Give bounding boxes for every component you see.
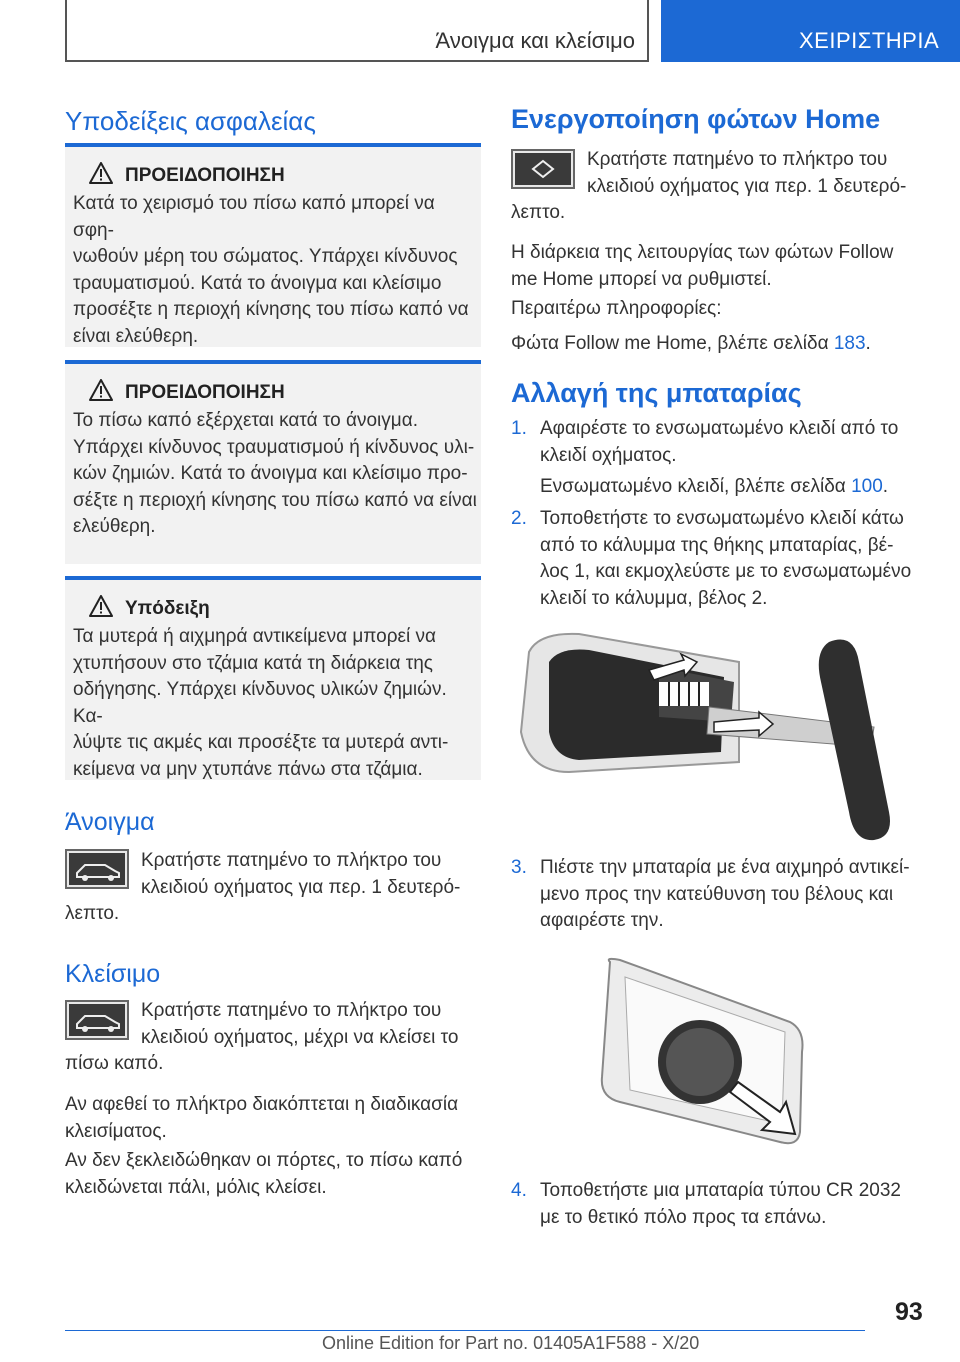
step-text: Τοποθετήστε το ενσωματωμένο κλειδί κάτω από το κάλυμμα της θήκης μπαταρίας, βέ- λος 1, και εκμοχλεύστε με το ενσωματωμένο κλειδί το κάλυμμα, βέλος 2. [540, 508, 912, 609]
home-lights-heading: Ενεργοποίηση φώτων Home [511, 104, 881, 134]
close-paragraph: Αν δεν ξεκλειδώθηκαν οι πόρτες, το πίσω καπό κλειδώνεται πάλι, μόλις κλείσει. [65, 1150, 463, 1198]
warning-box [65, 143, 481, 347]
home-text-cont: λεπτο. [511, 202, 566, 223]
reference-line: Ενσωματωμένο κλειδί, βλέπε σελίδα 100. [540, 476, 889, 497]
chapter-tab[interactable] [661, 0, 960, 62]
unlock-button-icon [511, 149, 575, 189]
step-text: Τοποθετήστε μια μπαταρία τύπου CR 2032 με το θετικό πόλο προς τα επάνω. [540, 1180, 901, 1228]
home-text: Κρατήστε πατημένο το πλήκτρο του κλειδιού οχήματος για περ. 1 δευτερό- [587, 149, 907, 197]
close-text-cont: πίσω καπό. [65, 1053, 164, 1074]
key-cover-removal-illustration [509, 622, 909, 850]
section-title: Άνοιγμα και κλείσιμο [435, 28, 635, 53]
chapter-tab-label: ΧΕΙΡΙΣΤΗΡΙΑ [799, 28, 940, 53]
step-number: 1. [511, 418, 527, 439]
header-box [65, 0, 649, 62]
safety-heading: Υποδείξεις ασφαλείας [65, 106, 316, 136]
reference-line: Φώτα Follow me Home, βλέπε σελίδα 183. [511, 333, 871, 354]
footer-divider [65, 1330, 865, 1331]
warning-triangle-icon [89, 379, 113, 401]
battery-heading: Αλλαγή της μπαταρίας [511, 378, 802, 408]
tailgate-button-icon [65, 849, 129, 889]
step-text: Πιέστε την μπαταρία με ένα αιχμηρό αντικεί- μενο προς την κατεύθυνση του βέλους και αφαιρέστε την. [540, 857, 910, 931]
more-info-label: Περαιτέρω πληροφορίες: [511, 298, 722, 319]
notice-text: Τα μυτερά ή αιχμηρά αντικείμενα μπορεί να χτυπήσουν στο τζάμια κατά τη διάρκεια της οδήγησης. Υπάρχει κίνδυνος υλικών ζημιών. Κα- λύψτε τις ακμές και προσέξτε τα μυτερά αντι- κείμενα να μην χτυπάνε πάνω στα τζάμια. [73, 626, 449, 780]
warning-box [65, 360, 481, 564]
warning-triangle-icon [89, 162, 113, 184]
open-text: Κρατήστε πατημένο το πλήκτρο του κλειδιού οχήματος για περ. 1 δευτερό- [141, 850, 461, 898]
close-text: Κρατήστε πατημένο το πλήκτρο του κλειδιού οχήματος, μέχρι να κλείσει το [141, 1000, 459, 1048]
home-paragraph: Η διάρκεια της λειτουργίας των φώτων Follow me Home μπορεί να ρυθμιστεί. [511, 242, 894, 290]
footer-edition: Online Edition for Part no. 01405A1F588 - X/20 [322, 1333, 700, 1353]
page-link[interactable]: 183 [833, 333, 866, 354]
open-text-cont: λεπτο. [65, 903, 120, 924]
step-text: Αφαιρέστε το ενσωματωμένο κλειδί από το κλειδί οχήματος. [540, 418, 899, 466]
close-heading: Κλείσιμο [65, 960, 161, 988]
warning-title: ΠΡΟΕΙΔΟΠΟΙΗΣΗ [125, 165, 285, 186]
open-heading: Άνοιγμα [65, 808, 155, 836]
battery-removal-illustration [590, 952, 820, 1152]
warning-text: Το πίσω καπό εξέρχεται κατά το άνοιγμα. Υπάρχει κίνδυνος τραυματισμού ή κίνδυνος υλι- κών ζημιών. Κατά το άνοιγμα και κλείσιμο προ- σέξτε η περιοχή κίνησης του πίσω καπό να είναι ελεύθερη. [73, 410, 477, 537]
page-number: 93 [895, 1298, 923, 1326]
tailgate-button-icon [65, 1000, 129, 1040]
step-number: 3. [511, 857, 527, 878]
warning-title: ΠΡΟΕΙΔΟΠΟΙΗΣΗ [125, 382, 285, 403]
notice-title: Υπόδειξη [125, 598, 210, 619]
warning-triangle-icon [89, 595, 113, 617]
step-number: 4. [511, 1180, 527, 1201]
warning-text: Κατά το χειρισμό του πίσω καπό μπορεί να σφη- νωθούν μέρη του σώματος. Υπάρχει κίνδυνος τραυματισμού. Κατά το άνοιγμα και κλείσιμο προσέξτε η περιοχή κίνησης του πίσω καπό να είναι ελεύθερη. [73, 193, 469, 347]
close-paragraph: Αν αφεθεί το πλήκτρο διακόπτεται η διαδικασία κλεισίματος. [65, 1094, 459, 1142]
page-link[interactable]: 100 [851, 476, 883, 497]
step-number: 2. [511, 508, 527, 529]
notice-box [65, 576, 481, 780]
